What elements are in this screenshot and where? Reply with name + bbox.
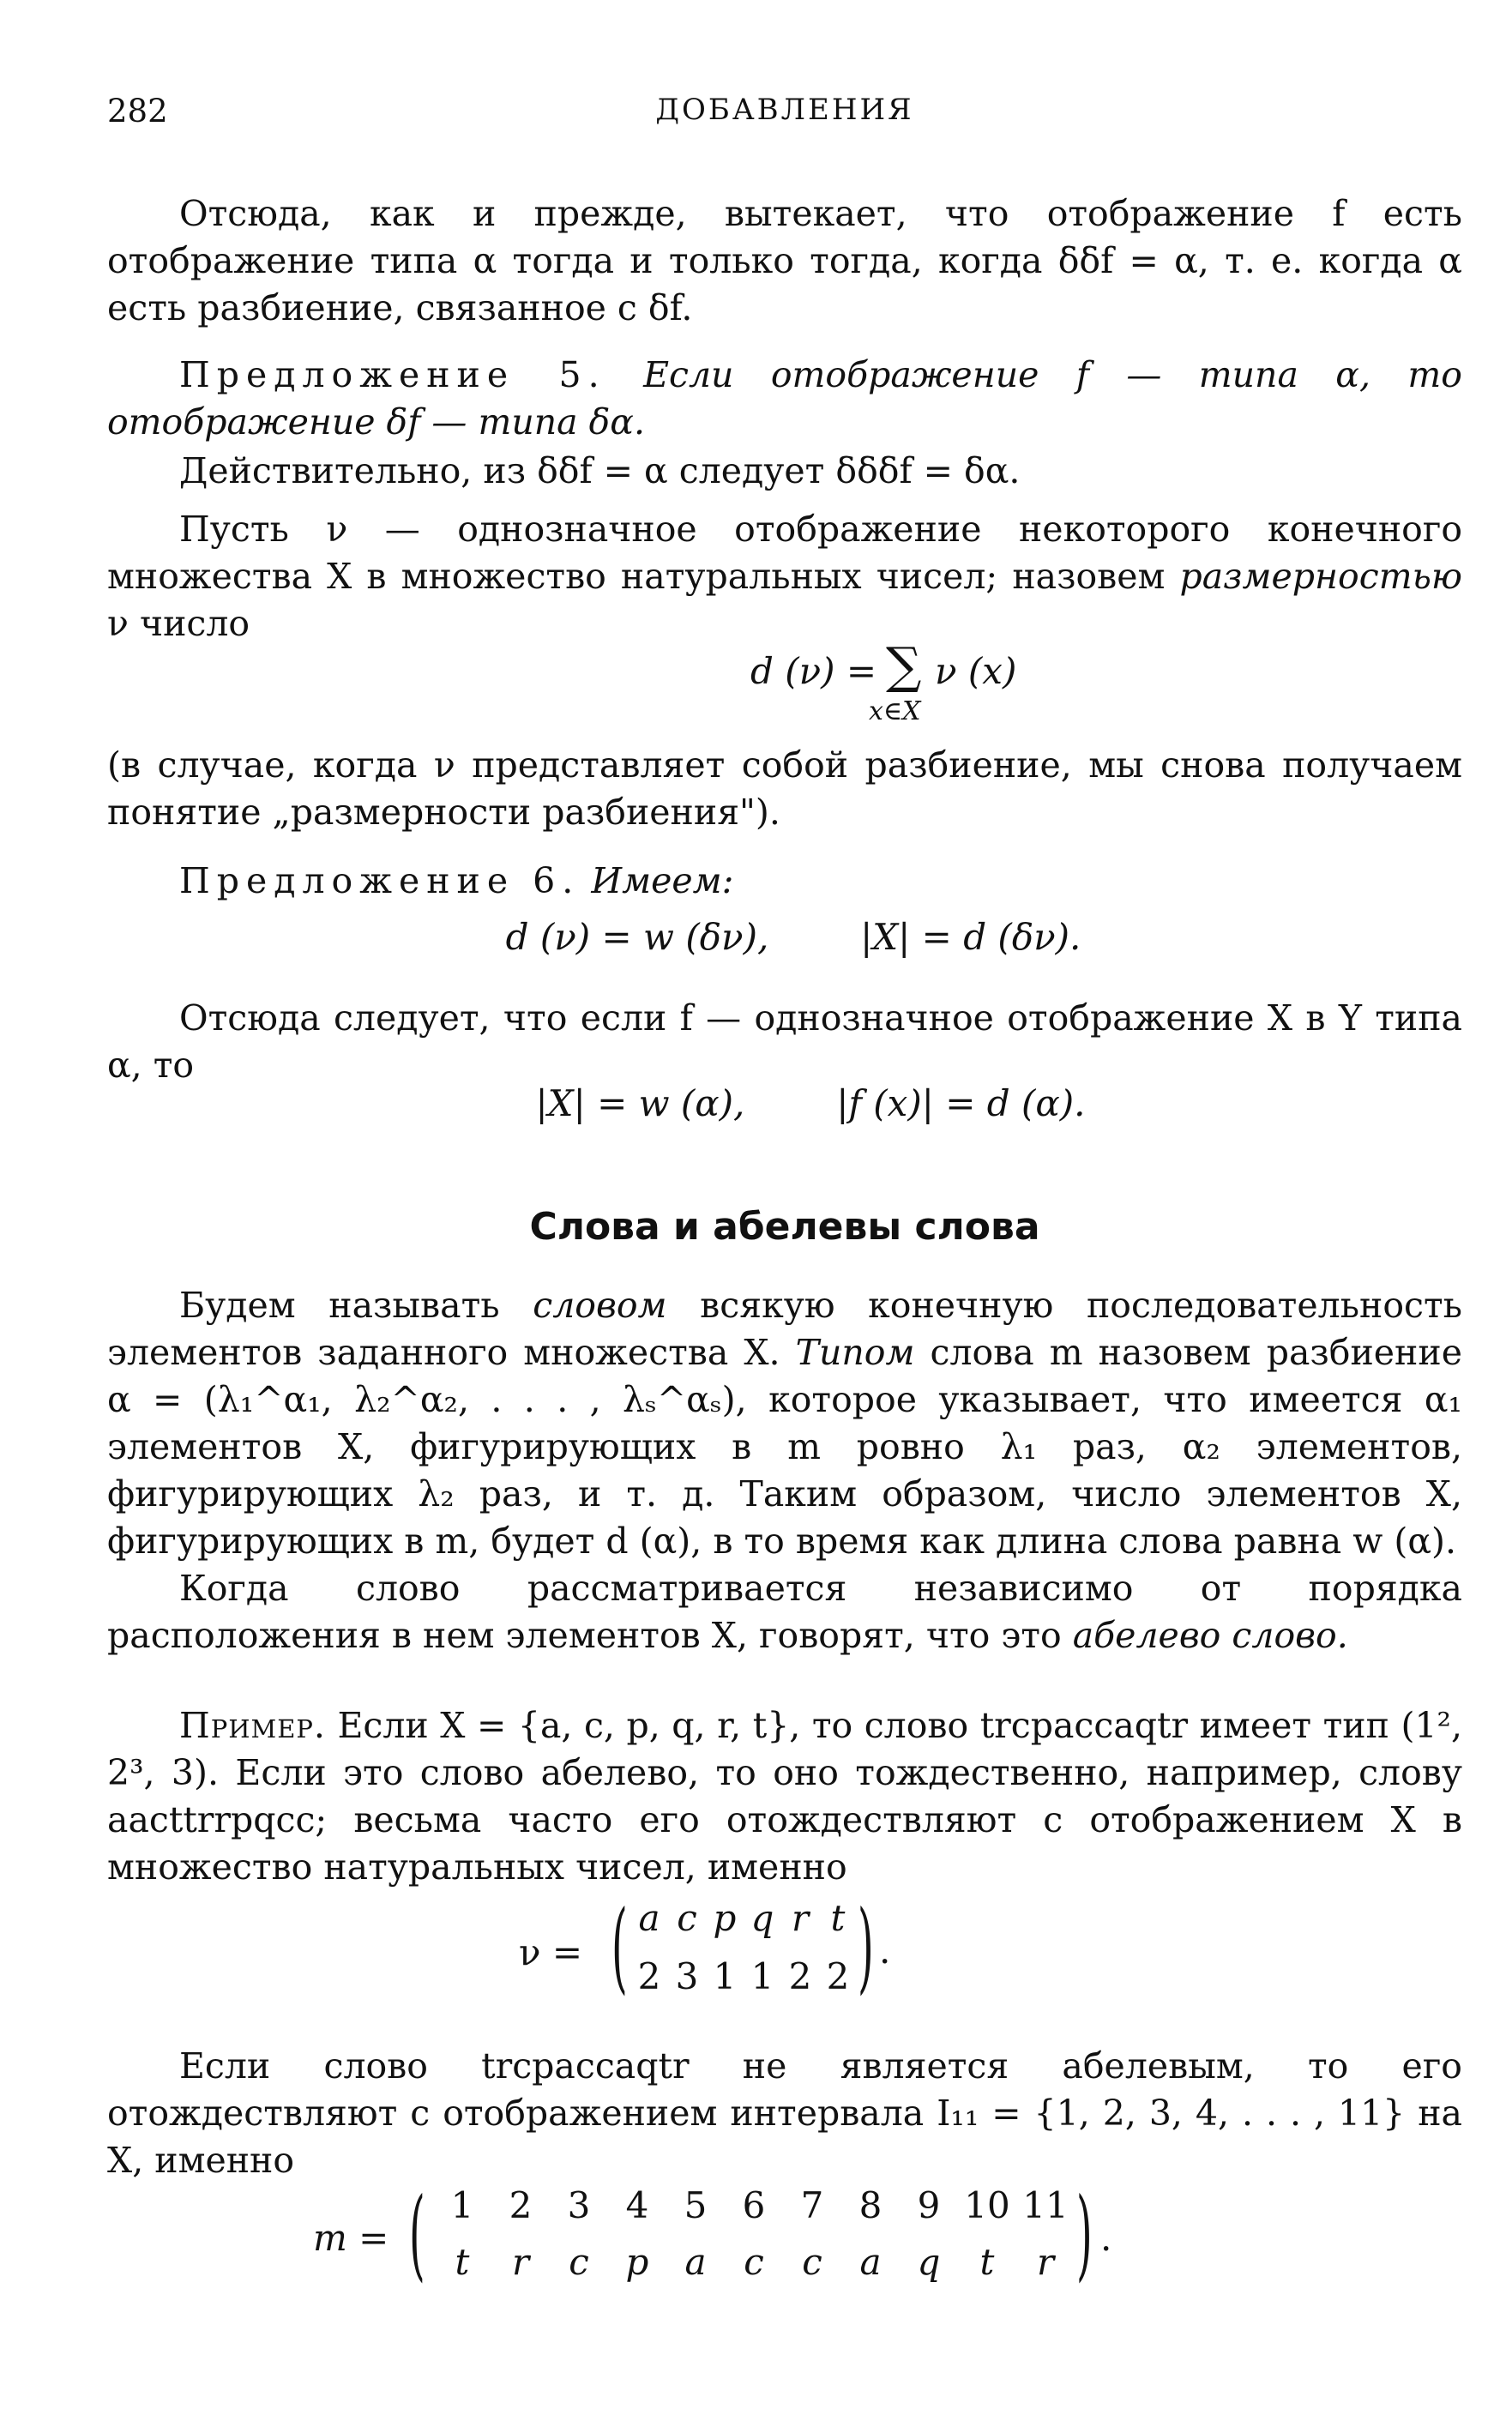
paragraph-indeed: Действительно, из δδf = α следует δδδf = δα. [179,450,1021,491]
matrix-cell: 6 [742,2184,766,2226]
matrix-cell: r [791,1897,810,1939]
matrix-nu-right-paren: ) [858,1890,874,2006]
matrix-m-left-paren: ( [409,2177,425,2293]
matrix-cell: q [917,2241,941,2283]
matrix-cell: 1 [750,1955,774,1997]
matrix-cell: c [569,2241,589,2283]
matrix-m [313,2177,1171,2303]
matrix-cell: 5 [684,2184,708,2226]
matrix-cell: t [979,2241,995,2283]
page-header [107,93,1462,136]
matrix-m-label: m = [313,2217,389,2259]
proposition-6-label: Предложение 6. [179,860,581,901]
paragraph-nonabelian: Если слово trcpaccaqtr не является абелевым, то его отождествляют с отображением интервала I₁₁ = {1, 2, 3, 4, . . . , 11} на X, именно [107,2045,1462,2181]
matrix-cell: 9 [917,2184,941,2226]
paragraph-words [107,1282,1462,1565]
paragraph-abelian [107,1565,1462,1659]
matrix-m-right-paren: ) [1076,2177,1093,2293]
matrix-cell: 2 [788,1955,812,1997]
matrix-nu-period: . [879,1930,891,1972]
matrix-cell: 3 [567,2184,591,2226]
matrix-cell: 4 [625,2184,649,2226]
running-title: ДОБАВЛЕНИЯ [655,93,914,127]
matrix-cell: a [859,2241,882,2283]
matrix-nu-bottom-row [630,1955,857,1997]
matrix-cell: a [684,2241,707,2283]
formula-dimension [639,636,1068,729]
paragraph-1: Отсюда, как и прежде, вытекает, что отображение f есть отображение типа α тогда и только тогда, когда δδf = α, т. е. когда α есть разбиение, связанное с δf. [107,193,1462,328]
matrix-cell: p [713,1897,737,1939]
proposition-6 [107,858,1462,905]
formula-dimension-lhs: d (ν) = [750,650,877,692]
matrix-nu-label: ν = [519,1931,583,1973]
sum-subscript: x∈X [869,696,921,726]
matrix-nu [519,1890,999,2015]
matrix-cell: 2 [509,2184,533,2226]
matrix-cell: 1 [713,1955,737,1997]
abelian-term: абелево слово. [1072,1615,1348,1656]
formula-prop6: d (ν) = w (δν), |X| = d (δν). [505,916,1081,958]
proposition-5-label: Предложение 5. [179,354,606,395]
section-title: Слова и абелевы слова [529,1205,1040,1249]
sum-symbol: ∑ [886,636,922,695]
matrix-cell: r [511,2241,530,2283]
matrix-m-top-row [433,2184,1075,2226]
words-term-word: словом [533,1285,667,1326]
words-term-type: Типом [795,1332,915,1373]
example-text: Если X = {a, c, p, q, r, t}, то слово trcpaccaqtr имеет тип (1², 2³, 3). Если это слово абелево, то оно тождественно, например, слову aacttrrpqcc; весьма часто его отождествляют с отображением X в множество натуральных чисел, именно [107,1705,1462,1888]
matrix-cell: q [750,1897,774,1939]
paragraph-hence: Отсюда следует, что если f — однозначное отображение X в Y типа α, то [107,997,1462,1086]
matrix-cell: 10 [964,2184,1010,2226]
matrix-cell: t [830,1897,846,1939]
proposition-5-text: Если отображение f — типа α, то отображение δf — типа δα. [107,354,1462,443]
page-number: 282 [107,93,168,129]
formula-hence: |X| = w (α), |f (x)| = d (α). [535,1082,1086,1124]
matrix-cell: 2 [826,1955,850,1997]
abelian-text: Когда слово рассматривается независимо от порядка расположения в нем элементов X, говорят, что это [107,1568,1462,1656]
words-text-b: всякую конечную последовательность элементов заданного множества X. [107,1285,1462,1373]
matrix-cell: c [744,2241,764,2283]
formula-dimension-rhs: ν (x) [935,650,1017,692]
matrix-cell: r [1036,2241,1055,2283]
matrix-cell: 3 [675,1955,699,1997]
matrix-nu-top-row [630,1897,857,1939]
dimension-text-before: Пусть ν — однозначное отображение некоторого конечного множества X в множество натуральных чисел; назовем [107,509,1462,597]
dimension-text-after: ν число [107,603,250,644]
matrix-cell: t [455,2241,470,2283]
matrix-cell: 11 [1022,2184,1069,2226]
matrix-cell: p [625,2241,649,2283]
example-label: Пример. [179,1705,326,1746]
matrix-cell: c [677,1897,697,1939]
paragraph-dimension [107,506,1462,647]
matrix-cell: 2 [637,1955,661,1997]
matrix-nu-left-paren: ( [611,1890,628,2006]
paragraph-case: (в случае, когда ν представляет собой разбиение, мы снова получаем понятие „размерности разбиения"). [107,744,1462,833]
words-text-c: слова m назовем разбиение α = (λ₁^α₁, λ₂^α₂, . . . , λₛ^αₛ), которое указывает, что имеется α₁ элементов X, фигурирующих в m ровно λ₁ раз, α₂ элементов, фигурирующих λ₂ раз, и т. д. Таким образом, число элементов X, фигурирующих в m, будет d (α), в то время как длина слова равна w (α). [107,1332,1462,1562]
page [107,0,1462,2421]
matrix-cell: c [802,2241,822,2283]
matrix-cell: 8 [858,2184,883,2226]
matrix-m-period: . [1100,2217,1112,2259]
matrix-cell: a [638,1897,660,1939]
matrix-cell: 1 [450,2184,474,2226]
paragraph-example [107,1702,1462,1891]
matrix-m-bottom-row [433,2241,1075,2283]
matrix-cell: 7 [800,2184,824,2226]
words-text-a: Будем называть [179,1285,500,1326]
proposition-5 [107,352,1462,446]
dimension-term: размерностью [1179,556,1462,597]
proposition-6-text: Имеем: [591,860,734,901]
